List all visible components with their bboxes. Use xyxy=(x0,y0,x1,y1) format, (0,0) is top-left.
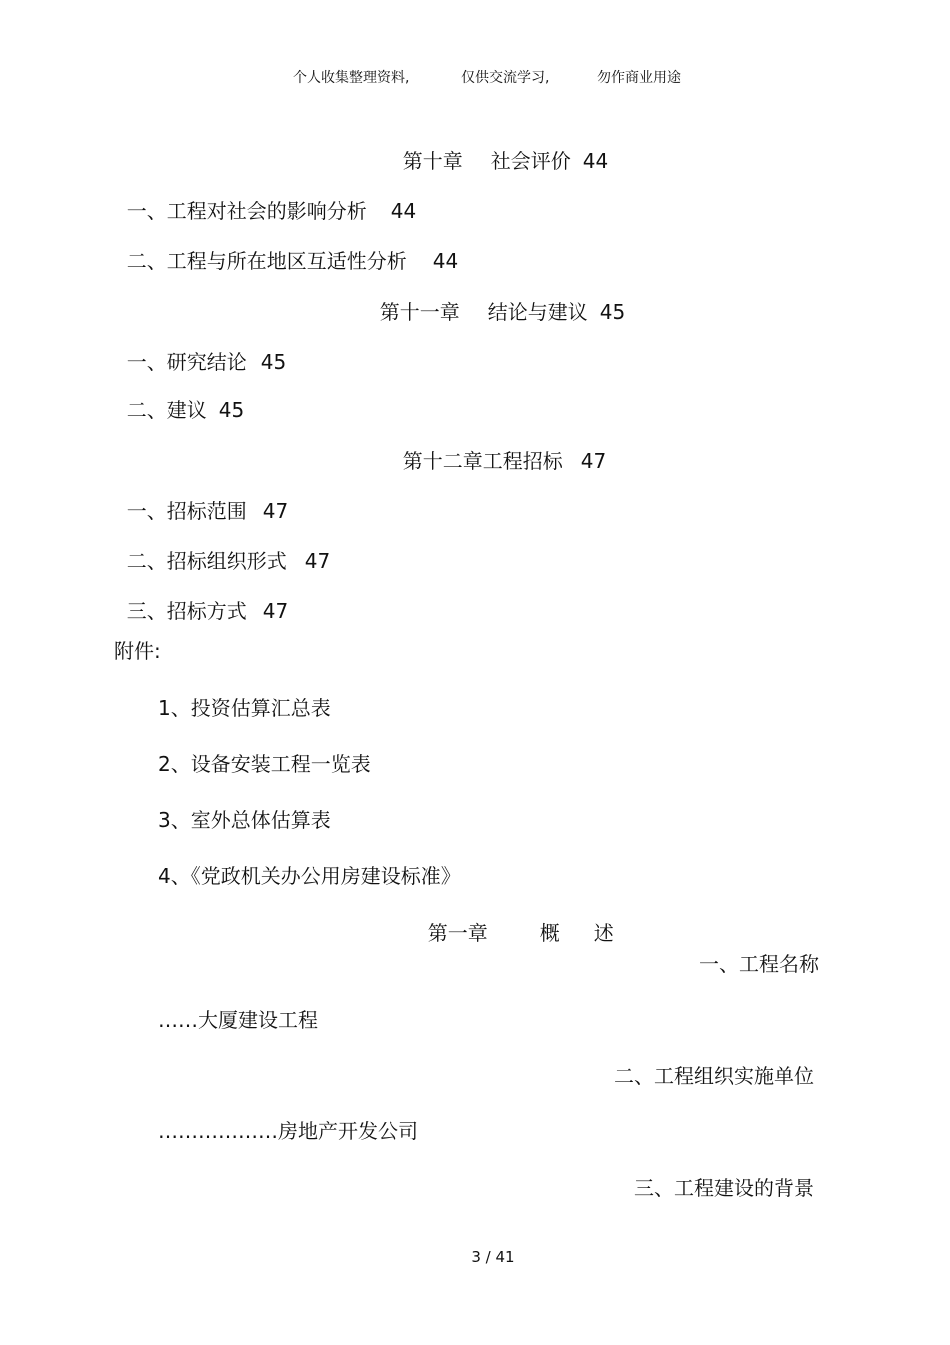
toc-chapter-12 xyxy=(390,431,606,471)
attachment-item: 3、室外总体估算表 xyxy=(158,808,331,832)
toc-item-page: 47 xyxy=(262,499,289,523)
page-indicator: 3 / 41 xyxy=(471,1248,515,1266)
toc-item-label: 二、建议 xyxy=(126,398,207,422)
toc-item-label: 一、招标范围 xyxy=(126,499,247,523)
section-heading: 一、工程名称 xyxy=(699,952,819,976)
toc-item-page: 44 xyxy=(432,249,459,273)
chapter-1-heading xyxy=(415,903,614,943)
toc-chapter-12-page: 47 xyxy=(580,449,607,473)
toc-item xyxy=(114,581,288,621)
toc-item-page: 47 xyxy=(262,599,289,623)
header-part-2: 仅供交流学习, xyxy=(461,70,550,86)
toc-chapter-11-title: 第十一章 xyxy=(379,300,460,324)
toc-item xyxy=(114,181,416,221)
attachments-label: 附件: xyxy=(114,639,161,663)
toc-chapter-11-page: 45 xyxy=(599,300,626,324)
chapter-1-word-1: 概 xyxy=(539,921,560,945)
toc-item-page: 44 xyxy=(390,199,417,223)
chapter-1-word-2: 述 xyxy=(593,921,614,945)
attachment-item: 1、投资估算汇总表 xyxy=(158,696,331,720)
attachment-item: 4、《党政机关办公用房建设标准》 xyxy=(158,864,461,888)
section-heading: 二、工程组织实施单位 xyxy=(614,1064,814,1088)
toc-chapter-10-page: 44 xyxy=(582,149,609,173)
attachment-item: 2、设备安装工程一览表 xyxy=(158,752,371,776)
header-part-1: 个人收集整理资料, xyxy=(293,70,410,86)
toc-item-label: 二、工程与所在地区互适性分析 xyxy=(126,249,407,273)
toc-chapter-11 xyxy=(367,282,625,322)
toc-item xyxy=(114,380,244,420)
toc-item-label: 一、研究结论 xyxy=(126,350,247,374)
toc-chapter-10 xyxy=(390,131,608,171)
toc-item-page: 45 xyxy=(260,350,287,374)
toc-chapter-10-name: 社会评价 xyxy=(490,149,571,173)
section-heading: 三、工程建设的背景 xyxy=(634,1176,814,1200)
toc-item-page: 47 xyxy=(304,549,331,573)
toc-item xyxy=(114,231,458,271)
toc-item xyxy=(114,481,288,521)
toc-chapter-11-name: 结论与建议 xyxy=(487,300,588,324)
header-part-3: 勿作商业用途 xyxy=(597,70,681,86)
toc-item-page: 45 xyxy=(218,398,245,422)
section-body: ……大厦建设工程 xyxy=(158,1008,318,1032)
toc-item xyxy=(114,531,330,571)
chapter-1-title: 第一章 xyxy=(427,921,488,945)
toc-item xyxy=(114,332,286,372)
toc-item-label: 三、招标方式 xyxy=(126,599,247,623)
toc-chapter-12-title: 第十二章工程招标 xyxy=(402,449,563,473)
toc-item-label: 二、招标组织形式 xyxy=(126,549,287,573)
toc-chapter-10-title: 第十章 xyxy=(402,149,463,173)
section-body: ………………房地产开发公司 xyxy=(158,1119,418,1143)
toc-item-label: 一、工程对社会的影响分析 xyxy=(126,199,367,223)
